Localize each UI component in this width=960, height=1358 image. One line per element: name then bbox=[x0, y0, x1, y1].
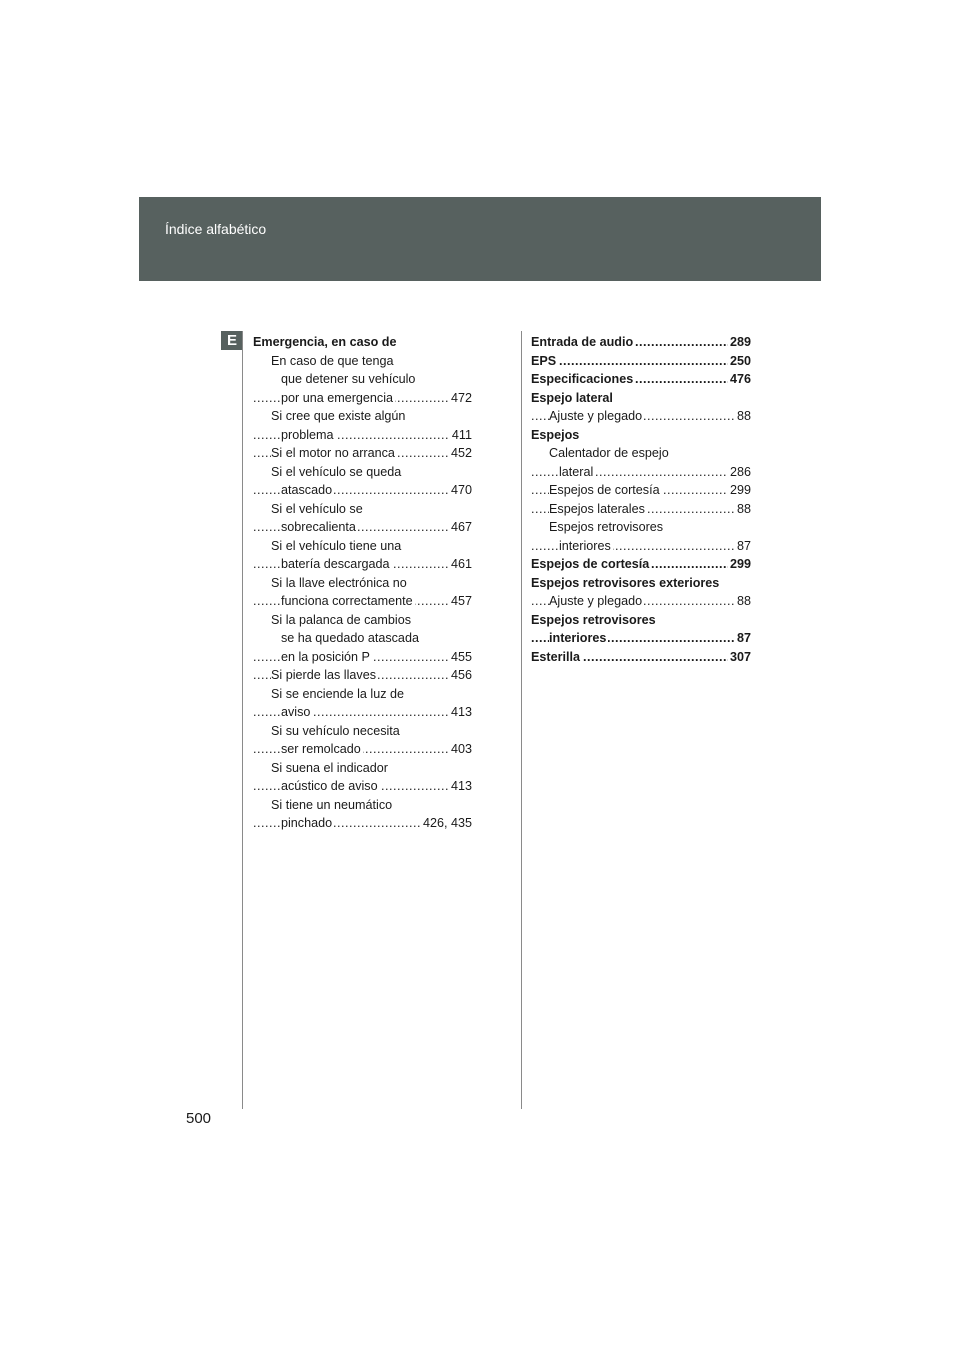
index-entry-page: 87 bbox=[735, 629, 751, 648]
index-entry-page: 88 bbox=[735, 407, 751, 426]
index-entry bbox=[531, 481, 751, 500]
index-entry bbox=[531, 444, 751, 463]
index-entry bbox=[531, 352, 751, 371]
index-entry bbox=[253, 703, 472, 722]
index-entry bbox=[531, 463, 751, 482]
index-entry bbox=[531, 333, 751, 352]
index-entry-text: Si la palanca de cambios bbox=[271, 612, 412, 627]
index-entry bbox=[253, 759, 472, 778]
index-entry-text: Si la llave electrónica no bbox=[271, 575, 407, 590]
index-entry bbox=[253, 537, 472, 556]
index-entry-page: 411 bbox=[450, 426, 472, 445]
index-entry bbox=[253, 629, 472, 648]
index-entry-text: Si cree que existe algún bbox=[271, 409, 406, 423]
index-entry-page: 472 bbox=[449, 389, 472, 408]
index-entry-page: 289 bbox=[728, 333, 751, 352]
index-entry-text: Espejos retrovisores bbox=[549, 520, 664, 534]
index-entry bbox=[531, 592, 751, 611]
index-entry-text: En caso de que tenga bbox=[271, 353, 394, 368]
index-entry-text: en la posición P bbox=[281, 649, 370, 664]
index-entry-text: Si tiene un neumático bbox=[271, 797, 393, 812]
index-entry-text: Si pierde las llaves bbox=[271, 668, 376, 682]
index-entry bbox=[253, 611, 472, 630]
index-entry-page: 461 bbox=[449, 555, 472, 574]
index-entry-text: por una emergencia bbox=[281, 390, 394, 405]
index-entry-text: aviso bbox=[281, 705, 311, 719]
index-entry-text: lateral bbox=[559, 464, 594, 479]
index-entry-text: Esterilla bbox=[531, 649, 581, 664]
index-entry-text: pinchado bbox=[281, 816, 333, 830]
index-entry bbox=[253, 426, 472, 445]
index-entry-text: Espejos laterales bbox=[549, 501, 645, 516]
index-entry-page: 250 bbox=[728, 352, 751, 371]
index-entry-text: Espejos de cortesía bbox=[531, 557, 650, 571]
index-entry-page: 476 bbox=[728, 370, 751, 389]
index-entry bbox=[253, 722, 472, 741]
index-entry-text: atascado bbox=[281, 483, 333, 497]
index-entry-text: se ha quedado atascada bbox=[281, 631, 419, 645]
index-entry bbox=[531, 407, 751, 426]
header-title: Índice alfabético bbox=[165, 221, 267, 237]
index-entry-text: Si se enciende la luz de bbox=[271, 686, 405, 701]
index-entry-text: funciona correctamente bbox=[281, 594, 413, 608]
index-entry-text: Especificaciones bbox=[531, 372, 634, 386]
index-entry-text: Ajuste y plegado bbox=[549, 594, 643, 608]
index-entry bbox=[253, 814, 472, 833]
index-entry bbox=[253, 463, 472, 482]
index-entry-page: 470 bbox=[449, 481, 472, 500]
index-entry bbox=[253, 444, 472, 463]
index-entry-text: Espejos bbox=[531, 427, 580, 442]
index-entry bbox=[531, 389, 751, 408]
index-entry bbox=[531, 537, 751, 556]
index-entry-text: Ajuste y plegado bbox=[549, 409, 643, 423]
index-entry bbox=[253, 592, 472, 611]
index-column-right bbox=[531, 333, 751, 666]
index-entry-text: Espejos retrovisores bbox=[531, 612, 656, 627]
index-entry bbox=[531, 574, 751, 593]
column-divider bbox=[521, 331, 522, 1109]
index-entry-page: 88 bbox=[735, 592, 751, 611]
index-entry bbox=[253, 500, 472, 519]
index-entry-text: Espejo lateral bbox=[531, 390, 613, 405]
index-entry bbox=[531, 518, 751, 537]
index-entry bbox=[531, 370, 751, 389]
index-entry-text: Espejos de cortesía bbox=[549, 483, 660, 497]
index-entry-text: Si el motor no arranca bbox=[271, 446, 395, 460]
index-entry bbox=[531, 611, 751, 630]
index-entry bbox=[253, 333, 472, 352]
index-entry bbox=[531, 555, 751, 574]
index-entry-page: 413 bbox=[449, 703, 472, 722]
index-entry bbox=[253, 796, 472, 815]
index-entry-page: 457 bbox=[449, 592, 472, 611]
index-entry-text: Espejos retrovisores exteriores bbox=[531, 575, 720, 590]
index-entry bbox=[253, 370, 472, 389]
index-entry-page: 307 bbox=[728, 648, 751, 667]
index-entry bbox=[253, 685, 472, 704]
index-entry-text: Si el vehículo se bbox=[271, 501, 363, 516]
index-entry-text: batería descargada bbox=[281, 557, 390, 571]
index-entry-page: 452 bbox=[449, 444, 472, 463]
index-entry bbox=[253, 389, 472, 408]
index-entry-page: 456 bbox=[449, 666, 472, 685]
header-band bbox=[139, 197, 821, 281]
index-entry bbox=[253, 555, 472, 574]
index-entry-text: que detener su vehículo bbox=[281, 372, 416, 386]
index-entry bbox=[253, 481, 472, 500]
index-entry bbox=[253, 518, 472, 537]
index-entry-page: 299 bbox=[728, 481, 751, 500]
index-entry bbox=[253, 777, 472, 796]
index-entry-text: ser remolcado bbox=[281, 742, 361, 756]
index-entry-page: 455 bbox=[449, 648, 472, 667]
index-entry-text: problema bbox=[281, 427, 334, 442]
index-entry-page: 426, 435 bbox=[421, 814, 472, 833]
index-entry-text: Emergencia, en caso de bbox=[253, 335, 397, 349]
index-entry-text: EPS bbox=[531, 353, 557, 368]
index-entry-page: 299 bbox=[728, 555, 751, 574]
index-entry-page: 286 bbox=[728, 463, 751, 482]
index-entry-page: 88 bbox=[735, 500, 751, 519]
index-entry-text: interiores bbox=[549, 631, 607, 645]
index-entry-text: Si el vehículo tiene una bbox=[271, 538, 402, 553]
index-entry-text: Si el vehículo se queda bbox=[271, 464, 402, 479]
index-entry bbox=[253, 407, 472, 426]
index-entry-text: Si suena el indicador bbox=[271, 760, 388, 775]
index-entry-page: 87 bbox=[735, 537, 751, 556]
left-divider bbox=[242, 331, 243, 1109]
index-entry-text: acústico de aviso bbox=[281, 779, 378, 793]
index-entry-page: 413 bbox=[449, 777, 472, 796]
index-entry bbox=[253, 648, 472, 667]
index-column-left bbox=[253, 333, 472, 833]
section-letter-tab: E bbox=[221, 331, 243, 350]
index-entry-text: Si su vehículo necesita bbox=[271, 723, 400, 738]
index-entry bbox=[253, 666, 472, 685]
index-entry bbox=[253, 352, 472, 371]
index-entry bbox=[531, 648, 751, 667]
index-entry-page: 403 bbox=[449, 740, 472, 759]
index-entry bbox=[253, 740, 472, 759]
index-entry-text: sobrecalienta bbox=[281, 520, 356, 534]
index-entry-text: Calentador de espejo bbox=[549, 446, 669, 460]
index-entry-text: interiores bbox=[559, 538, 611, 553]
index-entry bbox=[531, 500, 751, 519]
index-entry bbox=[253, 574, 472, 593]
index-entry-text: Entrada de audio bbox=[531, 335, 634, 349]
index-entry bbox=[531, 629, 751, 648]
page-number: 500 bbox=[186, 1110, 212, 1127]
index-entry bbox=[531, 426, 751, 445]
index-entry-page: 467 bbox=[449, 518, 472, 537]
